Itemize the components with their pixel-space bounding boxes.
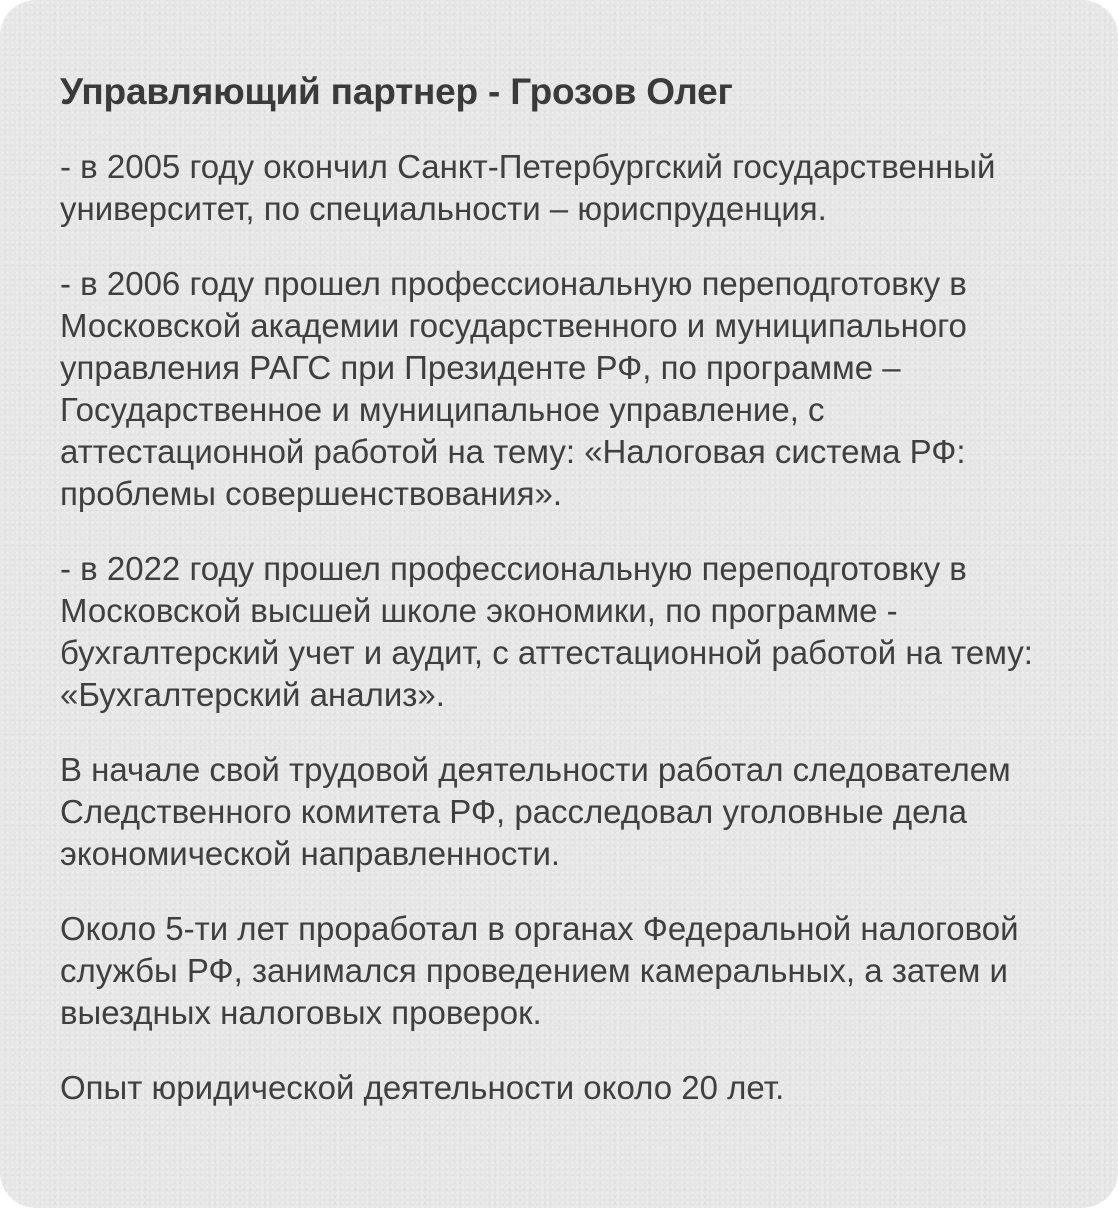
bio-tax-service: Около 5-ти лет проработал в органах Федеральной налоговой службы РФ, занимался проведением камеральных, а затем и выездных налоговых проверок. — [60, 910, 1019, 1031]
bio-career-start: В начале свой трудовой деятельности работал следователем Следственного комитета РФ, расследовал уголовные дела экономической направленности. — [60, 751, 1011, 872]
bio-education-2005: - в 2005 году окончил Санкт-Петербургский государственный университет, по специальности – юриспруденция. — [60, 148, 996, 227]
bio-education-2022: - в 2022 году прошел профессиональную переподготовку в Московской высшей школе экономики, по программе - бухгалтерский учет и аудит, с аттестационной работой на тему: «Бухгалтерский анализ». — [60, 550, 1033, 713]
bio-education-2006: - в 2006 году прошел профессиональную переподготовку в Московской академии государственного и муниципального управления РАГС при Президенте РФ, по программе – Государственное и муниципальное управление, с аттестационной работой на тему: «Налоговая система РФ: проблемы совершенствования». — [60, 265, 967, 512]
bio-experience: Опыт юридической деятельности около 20 лет. — [60, 1069, 785, 1106]
bio-title: Управляющий партнер - Грозов Олег — [60, 71, 733, 112]
